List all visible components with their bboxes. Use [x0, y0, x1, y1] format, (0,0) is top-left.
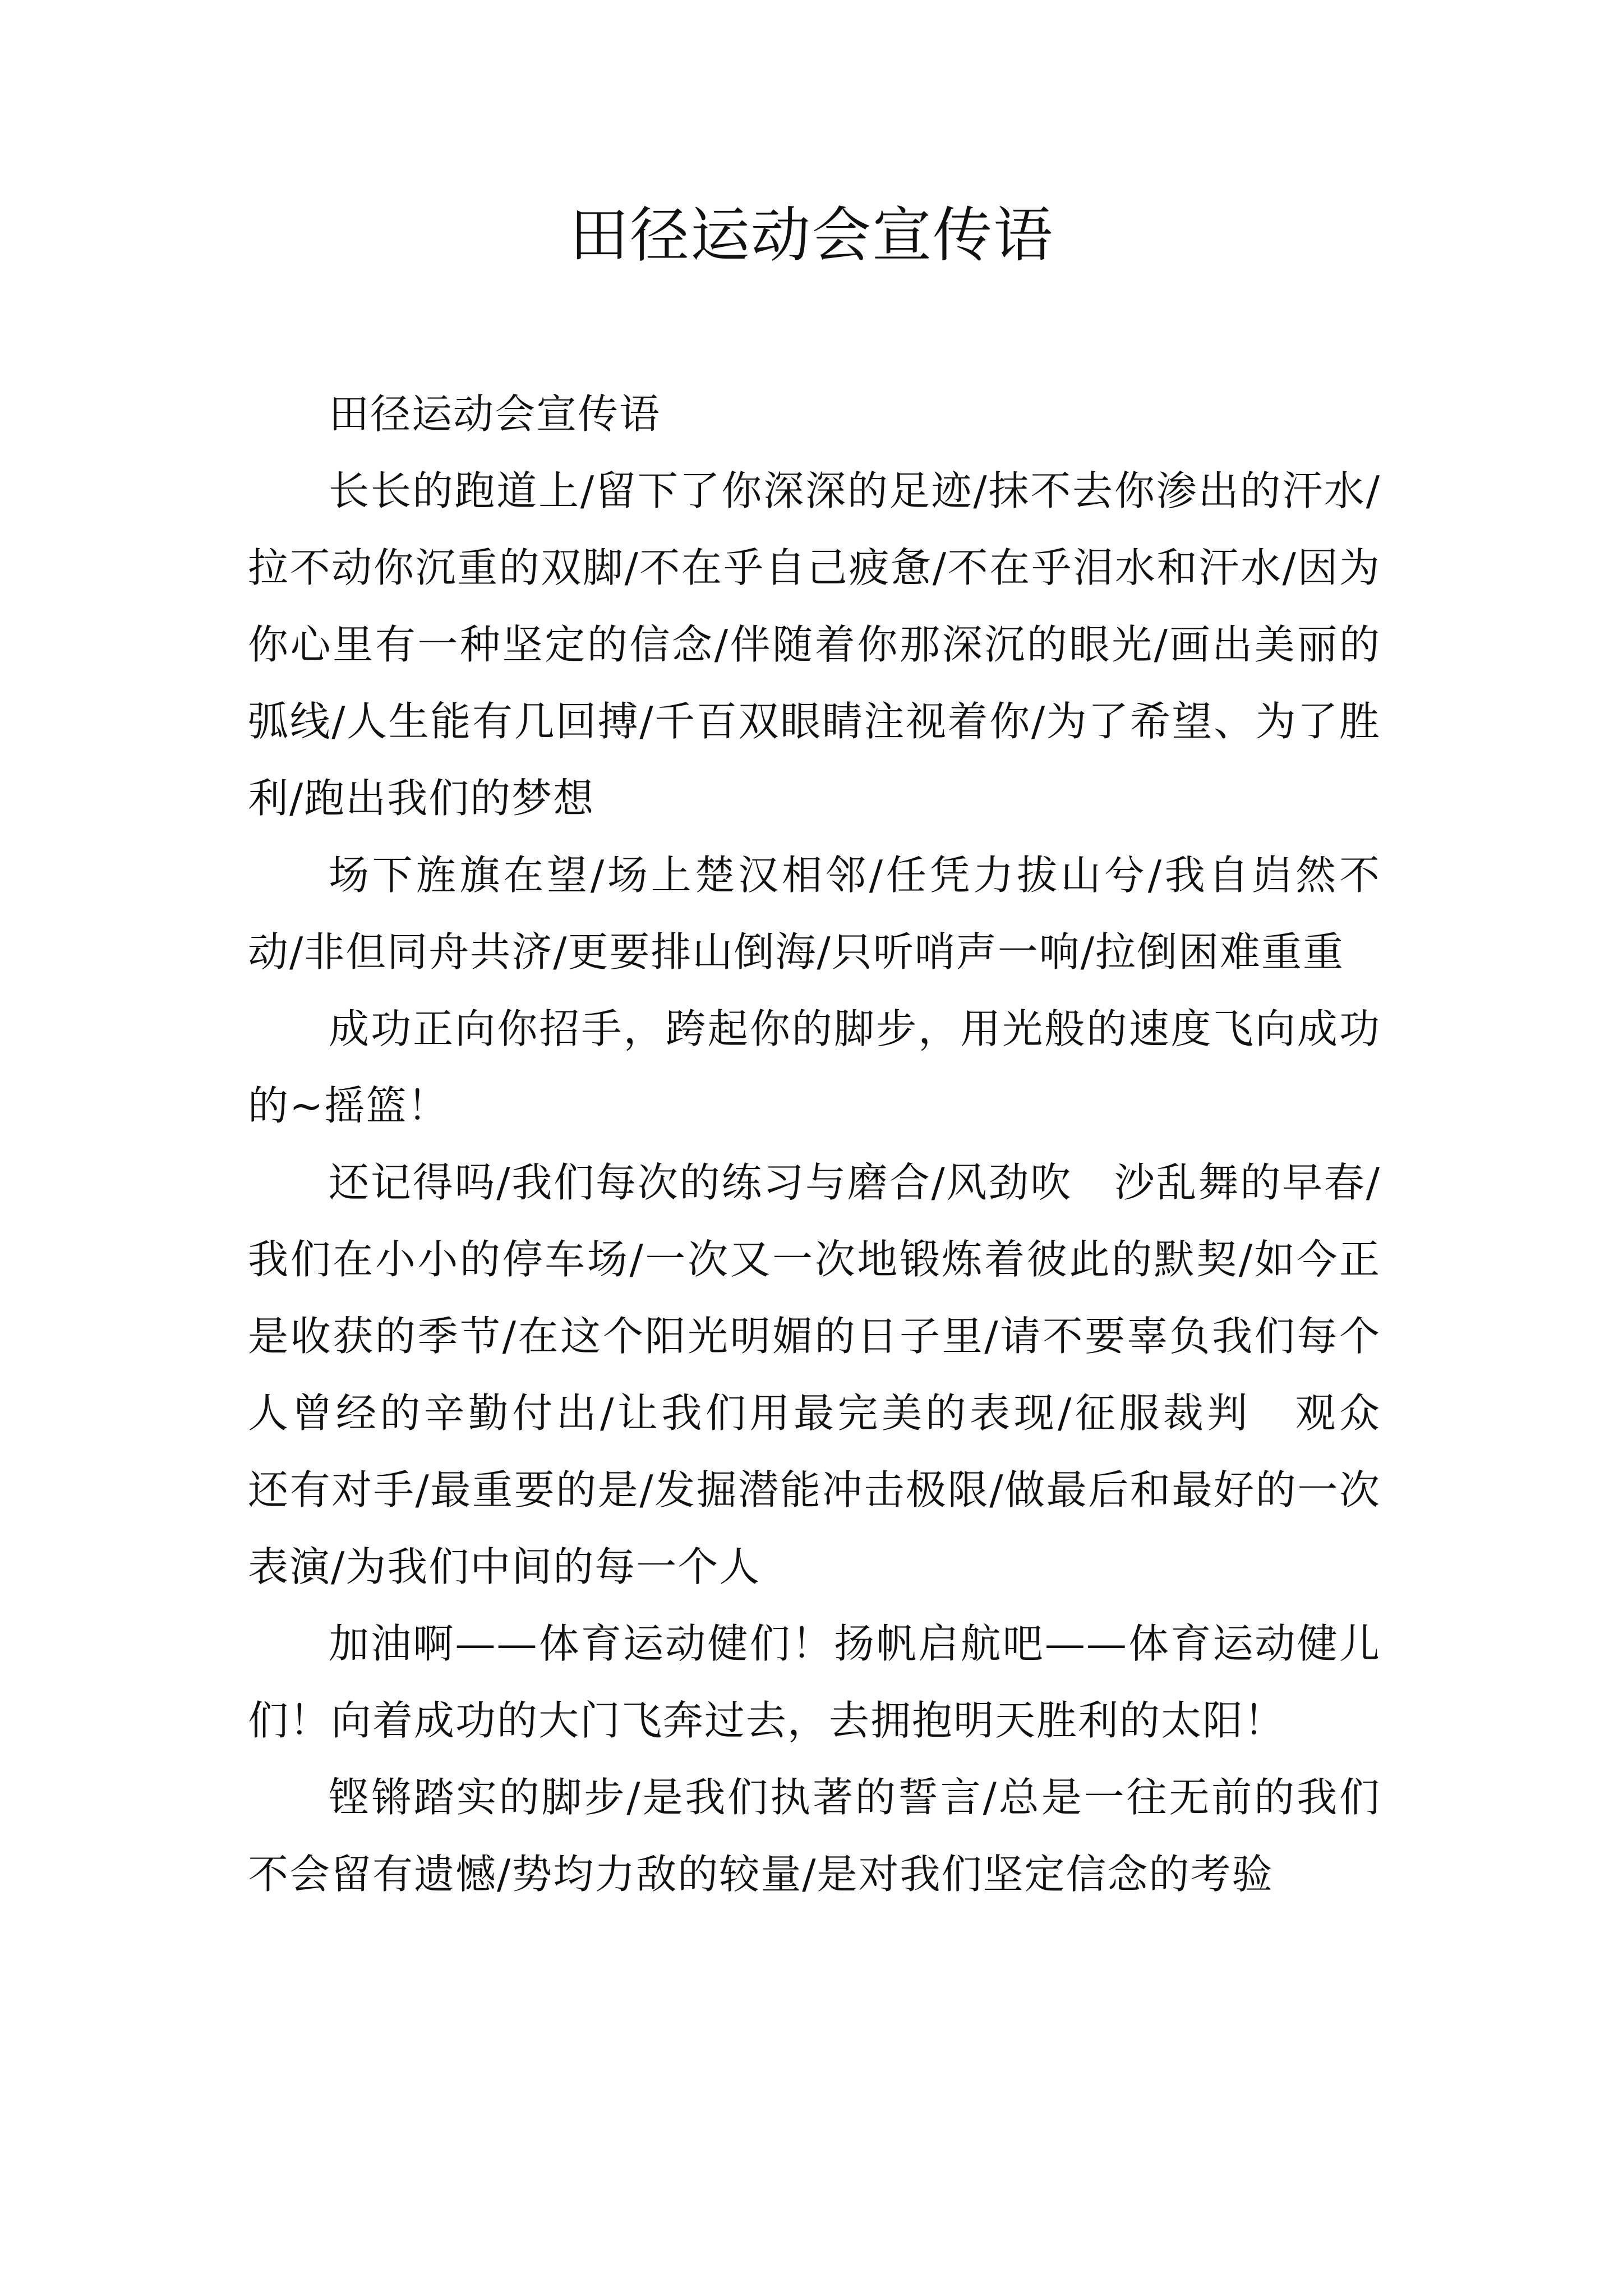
paragraph: 铿锵踏实的脚步/是我们执著的誓言/总是一往无前的我们不会留有遗憾/势均力敌的较量/是对我们坚定信念的考验	[248, 1774, 1381, 1898]
paragraph-subtitle: 田径运动会宣传语	[329, 390, 661, 438]
paragraph: 场下旌旗在望/场上楚汉相邻/任凭力拔山兮/我自岿然不动/非但同舟共济/更要排山倒海/只听哨声一响/拉倒困难重重	[248, 852, 1381, 976]
document-title: 田径运动会宣传语	[569, 201, 1054, 270]
paragraph: 还记得吗/我们每次的练习与磨合/风劲吹 沙乱舞的早春/我们在小小的停车场/一次又一次地锻炼着彼此的默契/如今正是收获的季节/在这个阳光明媚的日子里/请不要辜负我们每个人曾经的辛勤付出/让我们用最完美的表现/征服裁判 观众 还有对手/最重要的是/发掘潜能冲击极限/做最后和最好的一次表演/为我们中间的每一个人	[248, 1159, 1423, 1590]
paragraph: 加油啊——体育运动健们！扬帆启航吧——体育运动健儿们！向着成功的大门飞奔过去，去拥抱明天胜利的太阳！	[248, 1620, 1381, 1744]
paragraph: 长长的跑道上/留下了你深深的足迹/抹不去你渗出的汗水/拉不动你沉重的双脚/不在乎自己疲惫/不在乎泪水和汗水/因为你心里有一种坚定的信念/伴随着你那深沉的眼光/画出美丽的弧线/人生能有几回搏/千百双眼睛注视着你/为了希望、为了胜利/跑出我们的梦想	[248, 467, 1381, 822]
document-body	[248, 376, 1423, 1913]
paragraph: 成功正向你招手，跨起你的脚步，用光般的速度飞向成功的~摇篮！	[248, 1005, 1381, 1129]
